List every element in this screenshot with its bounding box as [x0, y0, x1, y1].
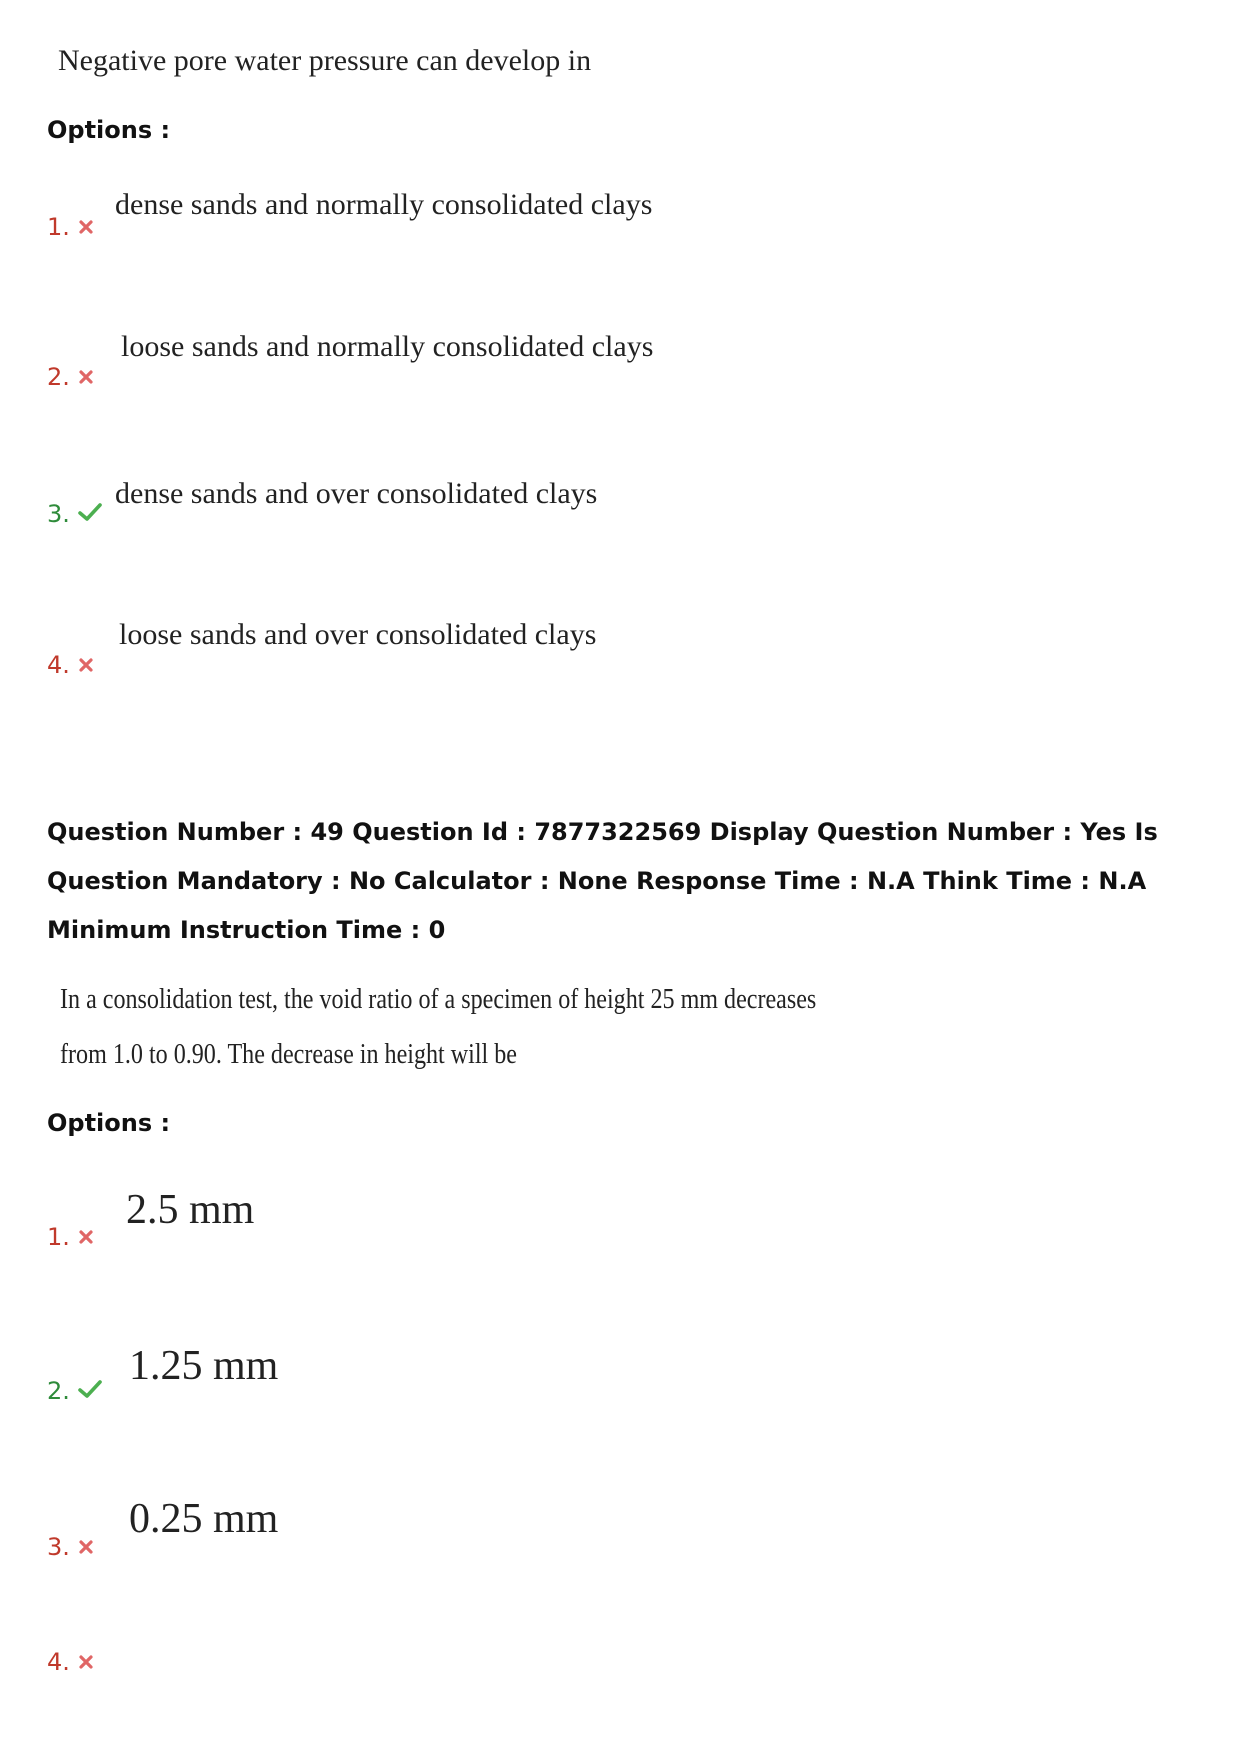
- option-text: dense sands and over consolidated clays: [115, 477, 598, 510]
- option-number: 1.: [47, 213, 94, 241]
- options-label: Options :: [47, 116, 171, 144]
- cross-icon: [78, 213, 94, 241]
- option-text: 2.5 mm: [126, 1187, 255, 1233]
- cross-icon: [78, 1223, 94, 1251]
- cross-icon: [78, 363, 94, 391]
- option-number: 1.: [47, 1223, 94, 1251]
- question-meta: Question Number : 49 Question Id : 7877322569 Display Question Number : Yes Is Question Mandatory : No Calculator : None Response Time : N.A Think Time : N.A Minimum Instruction Time : 0: [47, 818, 1158, 944]
- check-icon: [78, 500, 102, 528]
- question-text: In a consolidation test, the void ratio of a specimen of height 25 mm decreases from 1.0 to 0.90. The decrease in height will be: [60, 984, 817, 1070]
- option-number: 3.: [47, 1533, 94, 1561]
- check-icon: [78, 1377, 102, 1405]
- option-text: 1.25 mm: [129, 1343, 279, 1389]
- question-text: Negative pore water pressure can develop in: [58, 44, 592, 77]
- option-text: 0.25 mm: [129, 1496, 279, 1542]
- cross-icon: [78, 651, 94, 679]
- cross-icon: [78, 1533, 94, 1561]
- option-number: 4.: [47, 1648, 94, 1676]
- option-text: loose sands and normally consolidated clays: [121, 330, 654, 363]
- option-text: dense sands and normally consolidated clays: [115, 188, 653, 221]
- cross-icon: [78, 1648, 94, 1676]
- option-number: 2.: [47, 363, 94, 391]
- option-number: 4.: [47, 651, 94, 679]
- option-number: 2.: [47, 1377, 102, 1405]
- options-label: Options :: [47, 1109, 171, 1137]
- option-number: 3.: [47, 500, 102, 528]
- option-text: loose sands and over consolidated clays: [119, 618, 597, 651]
